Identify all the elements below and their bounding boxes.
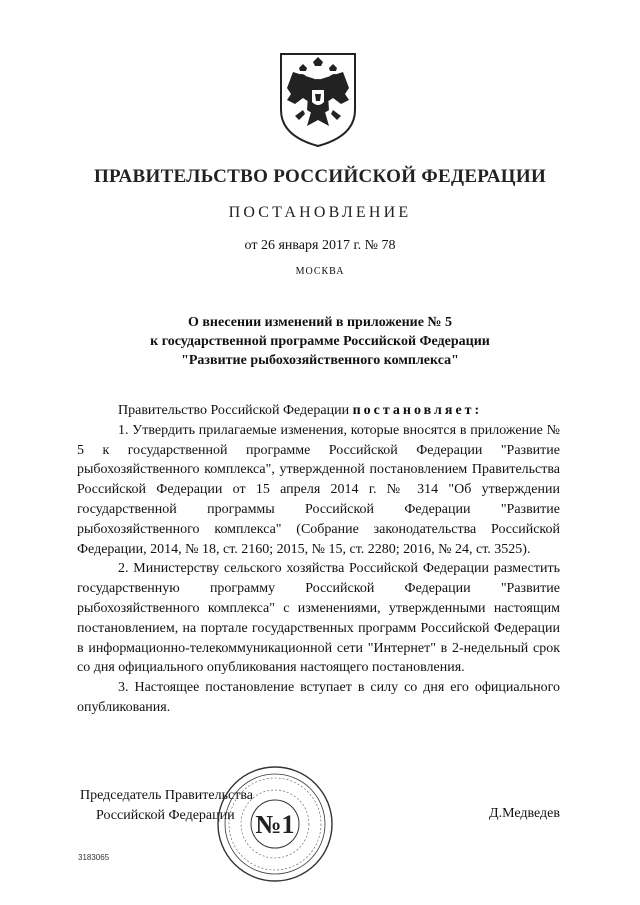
subject-line-3: "Развитие рыбохозяйственного комплекса": [181, 353, 459, 368]
subject-line-1: О внесении изменений в приложение № 5: [187, 315, 452, 330]
document-type: ПОСТАНОВЛЕНИЕ: [228, 204, 412, 221]
paragraph-2: 2. Министерству сельского хозяйства Российской Федерации разместить государственную программу Российской Федерации "Развитие рыбохозяйственного комплекса" с изменениями, утвержденными настоящим постановлением, на портале государственных программ Российской Федерации в информационно-телекоммуникационной сети "Интернет" в 2-недельный срок со дня официального опубликования настоящего постановления.: [77, 561, 560, 676]
signatory-name: Д.Медведев: [489, 806, 560, 821]
coat-of-arms-icon: [273, 50, 363, 148]
official-seal-stamp: [215, 764, 335, 884]
position-line-1: Председатель Правительства: [80, 788, 253, 803]
paragraph-3: 3. Настоящее постановление вступает в силу со дня его официального опубликования.: [77, 680, 560, 715]
intro-text: Правительство Российской Федерации: [118, 403, 350, 418]
subject-line-2: к государственной программе Российской Федерации: [150, 334, 490, 349]
document-code: 3183065: [78, 853, 110, 862]
body-intro: [77, 401, 560, 421]
city-name: МОСКВА: [295, 266, 345, 277]
decree-body: [77, 401, 560, 718]
position-line-2: Российской Федерации: [96, 808, 235, 823]
government-title: ПРАВИТЕЛЬСТВО РОССИЙСКОЙ ФЕДЕРАЦИИ: [93, 166, 547, 187]
decree-subject: [120, 313, 520, 370]
paragraph-1: 1. Утвердить прилагаемые изменения, которые вносятся в приложение № 5 к государственной программе Российской Федерации "Развитие рыбохозяйственного комплекса", утвержденной постановлением Правительства Российской Федерации от 15 апреля 2014 г. № 314 "Об утверждении государственной программы Российской Федерации "Развитие рыбохозяйственного комплекса" (Собрание законодательства Российской Федерации, 2014, № 18, ст. 2160; 2015, № 15, ст. 2280; 2016, № 24, ст. 3525).: [77, 422, 560, 557]
date-number-line: от 26 января 2017 г. № 78: [244, 238, 396, 253]
intro-decrees-word: постановляет:: [352, 403, 483, 418]
seal-number: №1: [255, 810, 295, 839]
